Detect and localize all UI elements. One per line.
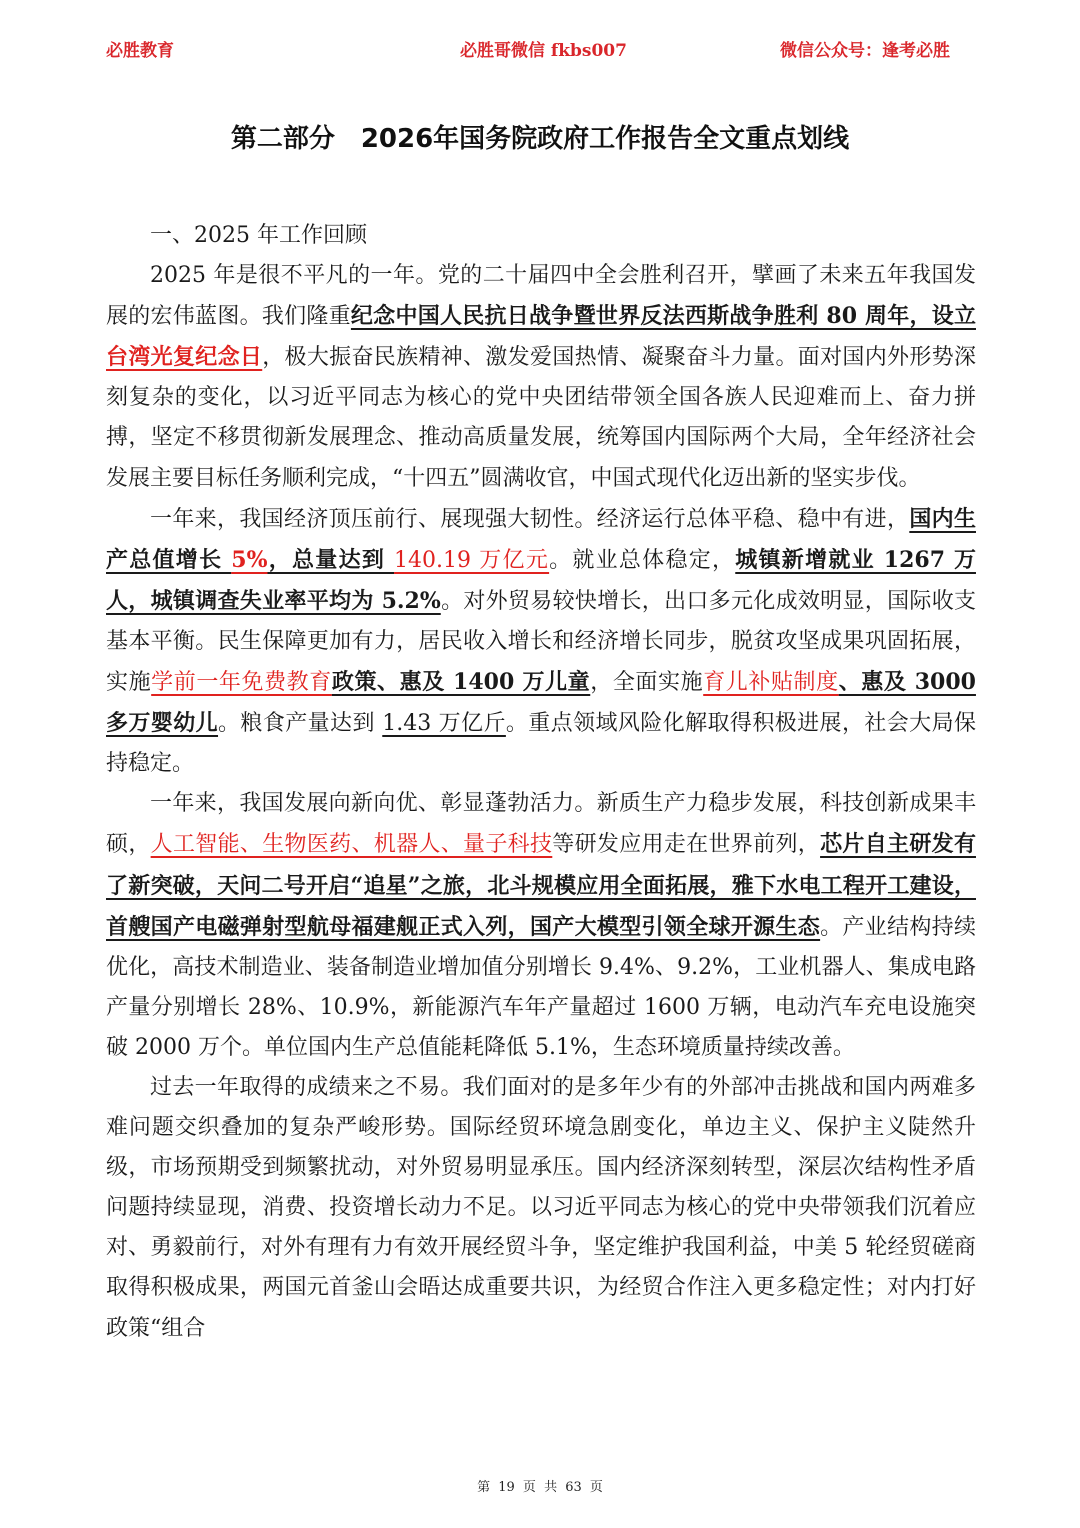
p2-text-5: 。粮食产量达到 [218,711,383,737]
p2-red-highlight-2: 140.19 万亿元 [394,547,550,573]
p2-underlined-6: 1.43 万亿斤 [382,711,506,737]
header-wechat-id: 必胜哥微信 fkbs007 [460,41,627,61]
p2-text-2: 。就业总体稳定， [549,547,736,573]
page-header [0,36,1080,66]
p3-underlined-1: 芯片自主研发有了新突破，天问二号开启“追星”之旅，北斗规模应用全面拓展，雅下水电工程开工建设，首艘国产电磁弹射型航母福建舰正式入列，国产大模型引领全球开源生态 [106,831,976,940]
p2-red-highlight-3: 学前一年免费教育 [151,670,332,696]
section-heading: 一、2025 年工作回顾 [150,223,367,248]
p3-text-2: 等研发应用走在世界前列， [552,832,821,858]
p2-red-highlight-1: 5% [231,546,268,573]
header-official-account: 微信公众号：逢考必胜 [780,41,950,61]
paragraph-1 [106,256,976,499]
document-body [106,216,976,1349]
p1-underlined-1: 纪念中国人民抗日战争暨世界反法西斯战争胜利 80 周年，设立 [350,303,976,330]
document-title: 第二部分 2026年国务院政府工作报告全文重点划线 [230,124,850,154]
p3-red-highlight-1: 人工智能、生物医药、机器人、量子科技 [150,832,553,858]
p2-underlined-4: 政策、惠及 1400 万儿童 [331,669,591,696]
p2-text-1: 一年来，我国经济顶压前行、展现强大韧性。经济运行总体平稳、稳中有进， [150,506,910,532]
p2-underlined-2: ，总量达到 [267,546,395,573]
paragraph-4 [106,1068,976,1349]
p4-text-1: 过去一年取得的成绩来之不易。我们面对的是多年少有的外部冲击挑战和国内两难多难问题交织叠加的复杂严峻形势。国际经贸环境急剧变化，单边主义、保护主义陡然升级，市场预期受到频繁扰动，对外贸易明显承压。国内经济深刻转型，深层次结构性矛盾问题持续显现，消费、投资增长动力不足。以习近平同志为核心的党中央带领我们沉着应对、勇毅前行，对外有理有力有效开展经贸斗争，坚定维护我国利益，中美 5 轮经贸磋商取得积极成果，两国元首釜山会晤达成重要共识，为经贸合作注入更多稳定性；对内打好政策“组合 [106,1074,976,1341]
p3-text-3: 。产业结构持续优化，高技术制造业、装备制造业增加值分别增长 9.4%、9.2%，工业机器人、集成电路产量分别增长 28%、10.9%，新能源汽车年产量超过 1600 万辆，电动汽车充电设施突破 2000 万个。单位国内生产总值能耗降低 5.1%，生态环境质量持续改善。 [106,914,976,1060]
p2-underlined-3: 城镇新增就业 1267 万人，城镇调查失业率平均为 5.2% [106,546,976,614]
p1-text-2: ，极大振奋民族精神、激发爱国热情、凝聚奋斗力量。面对国内外形势深刻复杂的变化，以习近平同志为核心的党中央团结带领全国各族人民迎难而上、奋力拼搏，坚定不移贯彻新发展理念、推动高质量发展，统筹国内国际两个大局，全年经济社会发展主要目标任务顺利完成，“十四五”圆满收官，中国式现代化迈出新的坚实步伐。 [106,345,976,491]
p2-text-4: ，全面实施 [590,670,704,696]
page-number-footer: 第 19 页 共 63 页 [477,1480,603,1495]
p2-text-6: 。重点领域风险化解取得积极进展，社会大局保持稳定。 [106,711,976,777]
p2-underlined-1: 国内生产总值增长 [106,505,976,573]
p2-text-3: 。对外贸易较快增长，出口多元化成效明显，国际收支基本平衡。民生保障更加有力，居民收入增长和经济增长同步，脱贫攻坚成果巩固拓展，实施 [106,588,976,696]
p1-text-1: 2025 年是很不平凡的一年。党的二十届四中全会胜利召开，擘画了未来五年我国发展的宏伟蓝图。我们隆重 [106,263,976,330]
paragraph-3 [106,784,976,1068]
p2-underlined-5: 、惠及 3000 多万婴幼儿 [106,669,976,737]
p2-red-highlight-4: 育儿补贴制度 [703,670,839,696]
p1-red-highlight-1: 台湾光复纪念日 [106,344,263,371]
header-brand: 必胜教育 [106,41,174,61]
p3-text-1: 一年来，我国发展向新向优、彰显蓬勃活力。新质生产力稳步发展，科技创新成果丰硕， [106,791,976,858]
paragraph-2 [106,499,976,785]
